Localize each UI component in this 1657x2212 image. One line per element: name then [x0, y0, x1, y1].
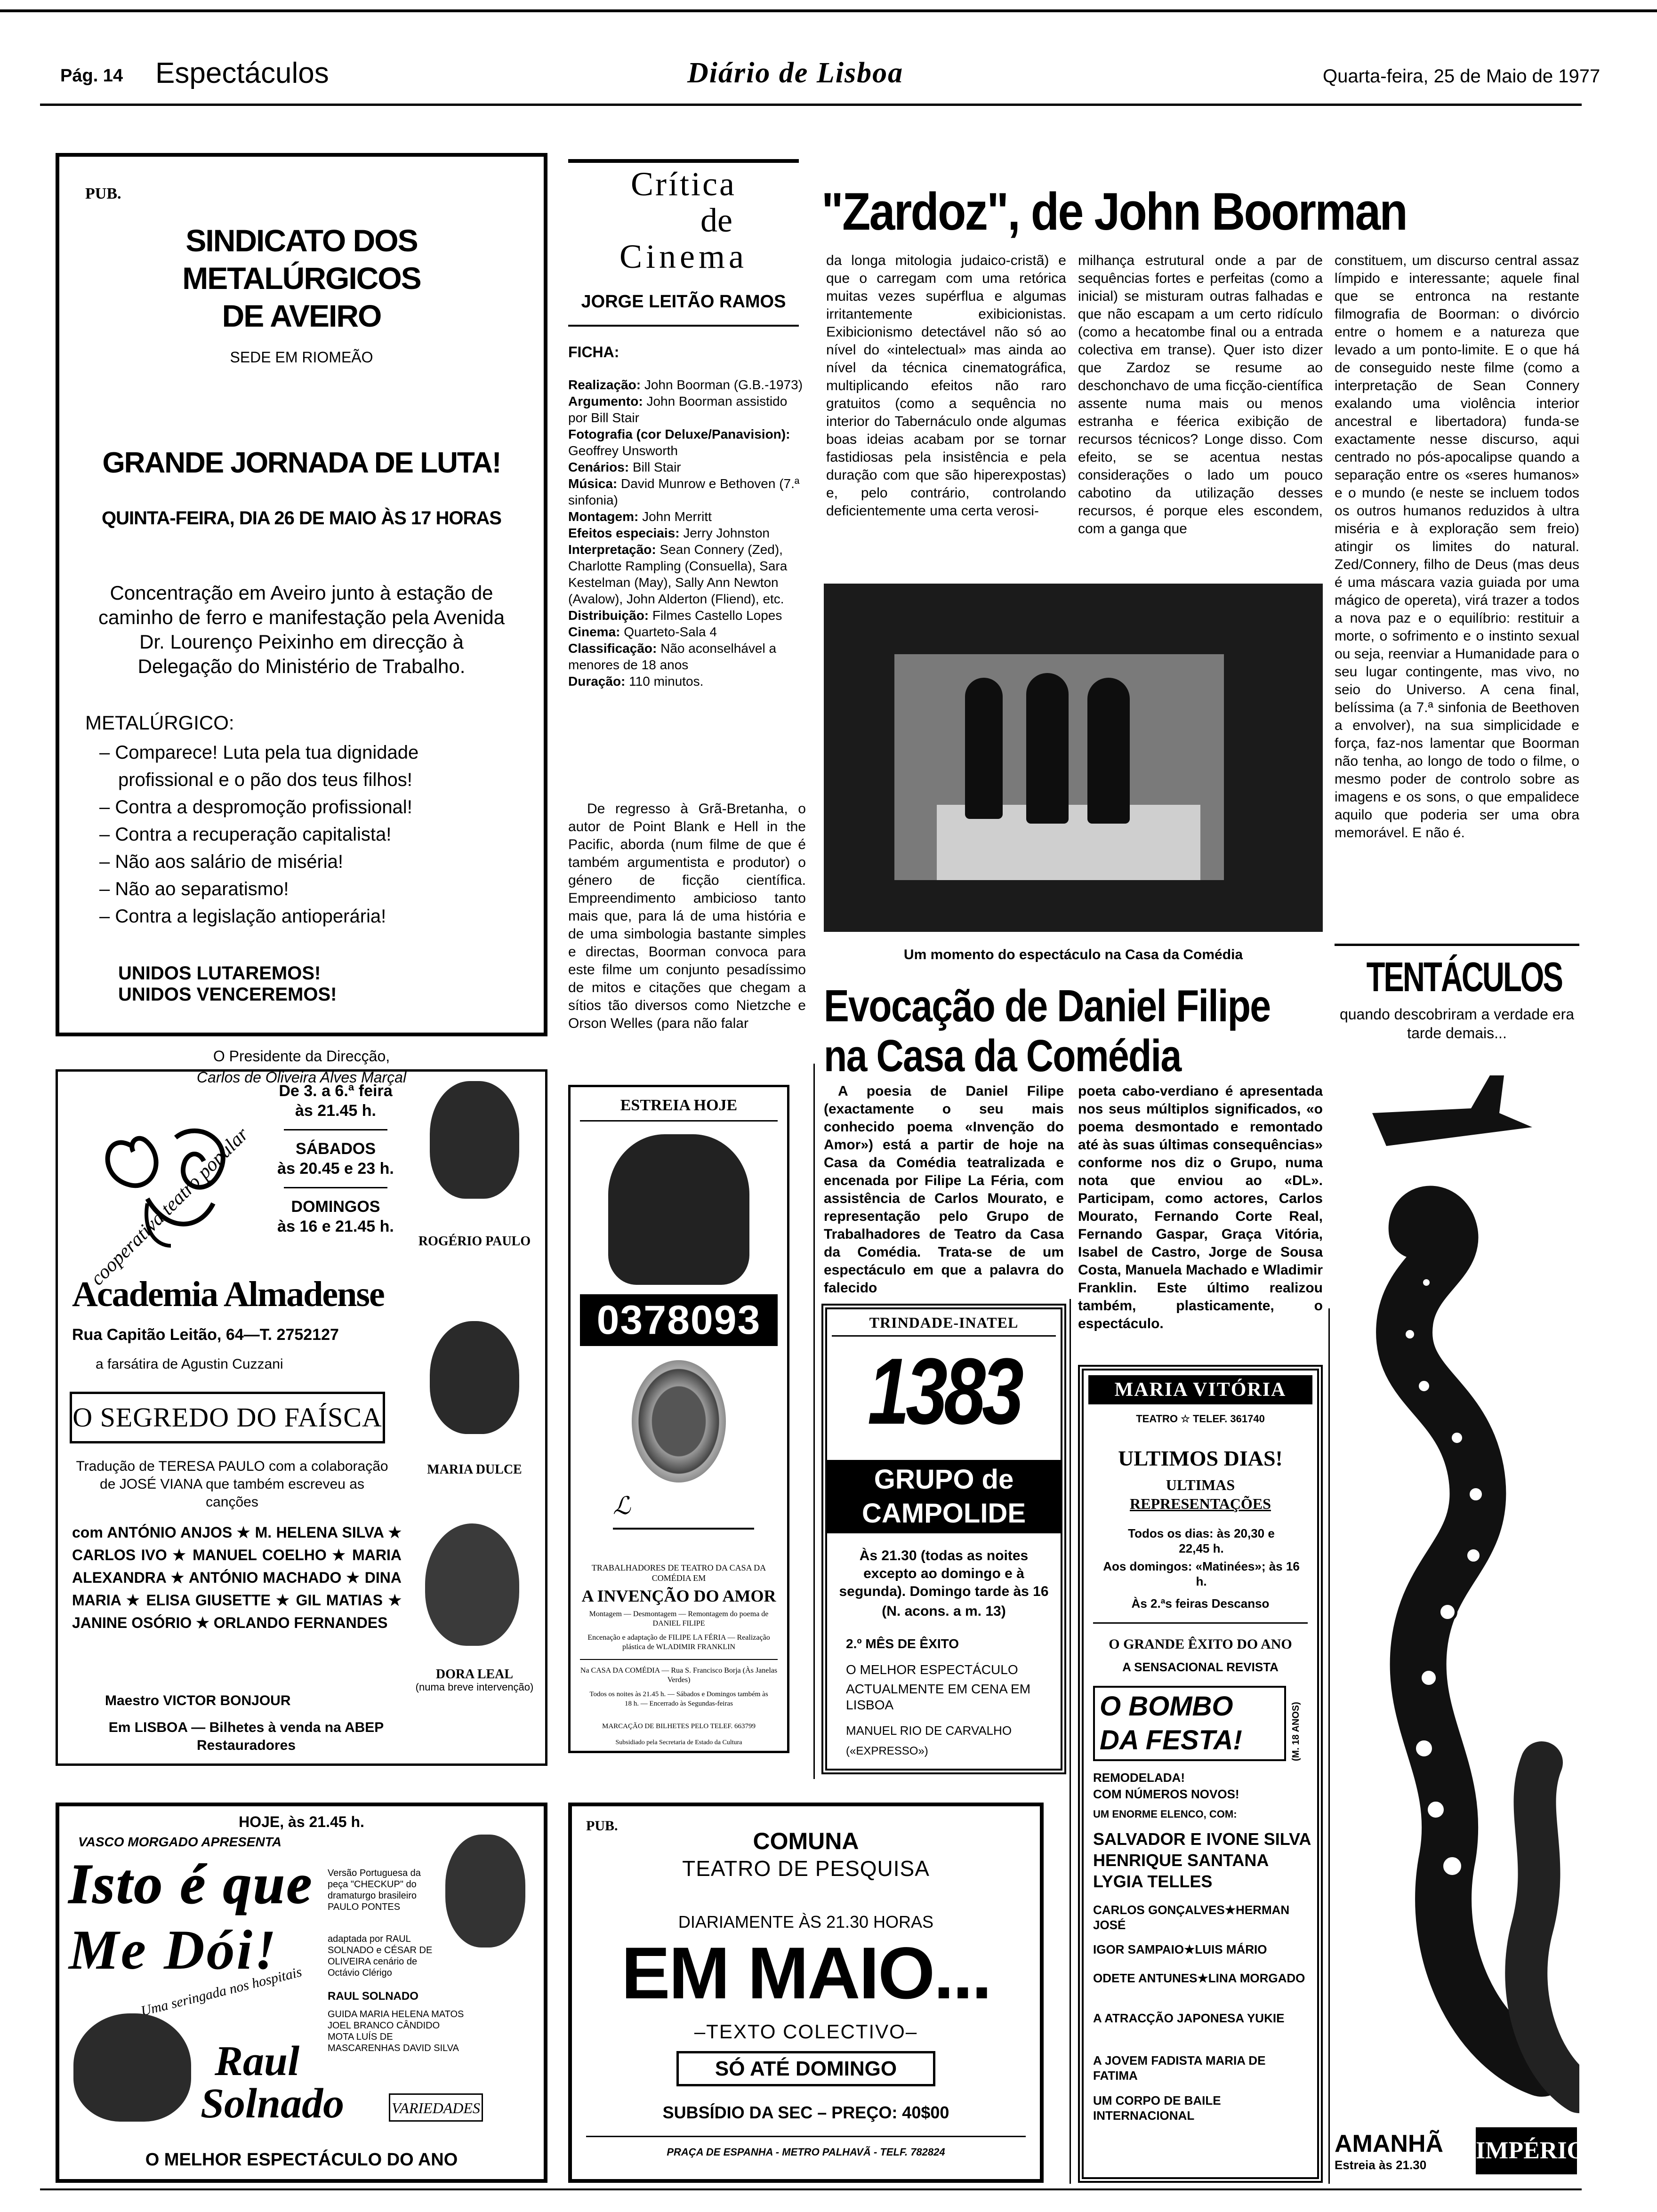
author-line: a farsátira de Agustin Cuzzani	[96, 1356, 283, 1372]
ad-date: QUINTA-FEIRA, DIA 26 DE MAIO ÀS 17 HORAS	[102, 508, 501, 529]
adaptation-note: adaptada por RAUL SOLNADO e CÉSAR DE OLIVEIRA cenário de Octávio Clérigo	[328, 1934, 433, 1978]
section-rule	[1328, 1308, 1330, 2184]
cast-line: SALVADOR E IVONE SILVA	[1093, 1829, 1311, 1849]
star-name: RAUL SOLNADO	[328, 1990, 418, 2003]
page-number: Pág. 14	[60, 66, 123, 86]
octopus-illustration	[1335, 1057, 1579, 2139]
trindade-ad	[821, 1304, 1066, 1774]
show-subtitle: –TEXTO COLECTIVO–	[694, 2020, 918, 2043]
show-time: HOJE, às 21.45 h.	[239, 1813, 364, 1830]
play-title: 1383	[868, 1339, 1020, 1444]
credit-value: David Munrow e Bethoven (7.ª sinfonia)	[568, 476, 800, 507]
review-headline: "Zardoz", de John Boorman	[821, 182, 1407, 241]
newspaper: («EXPRESSO»)	[846, 1745, 928, 1757]
credit-key: Cenários:	[568, 460, 629, 474]
invencao-do-amor-ad	[568, 1085, 789, 1753]
credit-line	[568, 673, 806, 689]
success-line: O GRANDE ÊXITO DO ANO	[1109, 1636, 1292, 1652]
union-seat: SEDE EM RIOMEÃO	[230, 349, 373, 366]
pub-label: PUB.	[85, 185, 121, 202]
slogan: UNIDOS VENCEREMOS!	[118, 984, 337, 1005]
film-credits	[568, 377, 806, 689]
cast-line: UM CORPO DE BAILE INTERNACIONAL	[1093, 2093, 1221, 2123]
premiere-label: ESTREIA HOJE	[620, 1097, 738, 1114]
ad-headline: GRANDE JORNADA DE LUTA!	[102, 447, 501, 479]
column-rule	[813, 1064, 815, 1779]
credit-line	[568, 541, 806, 607]
cast-line: LYGIA TELLES	[1093, 1872, 1213, 1891]
credit-value: Quarteto-Sala 4	[624, 625, 717, 639]
venue-name: Academia Almadense	[72, 1274, 384, 1314]
ad-call: METALÚRGICO:	[85, 712, 234, 734]
credit-value: Filmes Castello Lopes	[652, 608, 782, 623]
version-note: Versão Portuguesa da peça "CHECKUP" do dramaturgo brasileiro PAULO PONTES	[328, 1868, 421, 1912]
schedule-sunday-time: às 16 e 21.45 h.	[277, 1218, 394, 1235]
venue: Na CASA DA COMÉDIA — Rua S. Francisco Borja (Às Janelas Verdes)	[580, 1667, 778, 1684]
star-logo-2: Solnado	[201, 2080, 345, 2127]
issue-date: Quarta-feira, 25 de Maio de 1977	[1323, 66, 1601, 87]
actor-name: ROGÉRIO PAULO	[418, 1234, 531, 1249]
credit-value: Sean Connery (Zed), Charlotte Rampling (Consuella), Sara Kestelman (May), Sally Ann Newton (Avalow), John Alderton (Fliend), etc.	[568, 542, 788, 606]
review-intro: De regresso à Grã-Bretanha, o autor de Point Blank e Hell in the Pacific, aborda (num filme de que é também argumentista e produtor) o género de ficção científica. Empreendimento ambicioso tanto mais que, para lá de uma história e de uma simbologia bastante simples e directas, Boorman convoca para este filme um conjunto pesadíssimo de mitos e citações que chegam a sítios tão diversos como Nietzche e Orson Welles (para não falar	[568, 801, 806, 1031]
revue-line: A SENSACIONAL REVISTA	[1122, 1660, 1279, 1674]
credit-key: Distribuição:	[568, 608, 649, 623]
section-rule	[1070, 1299, 1071, 2184]
demand-item: – Não aos salário de miséria!	[99, 851, 344, 872]
credits-line: Encenação e adaptação de FILIPE LA FÉRIA — Realização plástica de WLADIMIR FRANKLIN	[587, 1634, 770, 1651]
maria-vitoria-ad	[1078, 1365, 1323, 2183]
film-still-photo	[824, 584, 1323, 932]
credit-key: Classificação:	[568, 641, 657, 656]
actor-note: (numa breve intervenção)	[415, 1681, 534, 1693]
ficha-label: FICHA:	[568, 344, 619, 361]
schedule	[265, 1081, 406, 1236]
credit-key: Efeitos especiais:	[568, 526, 680, 540]
demand-item: – Contra a recuperação capitalista!	[99, 824, 392, 845]
pub-label: PUB.	[586, 1818, 618, 1834]
rating: (N. acons. a m. 13)	[882, 1603, 1006, 1619]
schedule-saturday: SÁBADOS	[295, 1140, 376, 1158]
venue-address: Rua Capitão Leitão, 64—T. 2752127	[72, 1326, 339, 1344]
maestro: Maestro VICTOR BONJOUR	[105, 1693, 291, 1708]
evocacao-column-2: poeta cabo-verdiano é apresentada nos seus múltiplos significados, «o poema desmontado e remontado até às suas últimas consequências» conforme nos diz o Grupo, numa nota que enviou ao «DL». Participam, como actores, Carlos Mourato, Fernando Corte Real, Fernando Gaspar, Graça Vitória, Isabel de Castro, Jorge de Sousa Costa, Manuela Machado e Wladimir Franklin. Este último realizou também, plasticamente, o espectáculo.	[1078, 1083, 1323, 1331]
film-tagline: quando descobriram a verdade era tarde demais...	[1339, 1006, 1575, 1042]
tentaculos-ad	[1335, 944, 1586, 2183]
cinema-name: IMPÉRIO	[1476, 2127, 1577, 2174]
credit-key: Montagem:	[568, 509, 639, 524]
last-shows-2: REPRESENTAÇÕES	[1130, 1495, 1271, 1512]
actor-name: DORA LEAL	[435, 1667, 514, 1682]
theatre-name: MARIA VITÓRIA	[1088, 1375, 1312, 1404]
group-name	[827, 1460, 1061, 1533]
cast-list: com ANTÓNIO ANJOS ★ M. HELENA SILVA ★ CARLOS IVO ★ MANUEL COELHO ★ MARIA ALEXANDRA ★ ANTÓNIO MACHADO ★ DINA MARIA ★ ELISA GIUSETTE ★ GIL MATIAS ★ JANINE OSÓRIO ★ ORLANDO FERNANDES	[72, 1524, 402, 1631]
credit-line	[568, 640, 806, 673]
run-length: 2.º MÊS DE ÊXITO	[846, 1636, 959, 1651]
address: PRAÇA DE ESPANHA - METRO PALHAVÃ - TELF. 782824	[667, 2146, 945, 2158]
cast-list: GUIDA MARIA HELENA MATOS JOEL BRANCO CÂNDIDO MOTA LUÍS DE MASCARENHAS DAVID SILVA	[328, 2009, 464, 2053]
kicker-line: Crítica	[631, 165, 736, 203]
credit-key: Realização:	[568, 377, 641, 392]
credits-line: Montagem — Desmontagem — Remontagem do poema de DANIEL FILIPE	[589, 1610, 769, 1627]
union-name: SINDICATO DOS METALÚRGICOS	[182, 223, 421, 296]
headline-line: Evocação de Daniel Filipe	[824, 981, 1271, 1031]
age-rating: (M. 18 ANOS)	[1291, 1702, 1301, 1761]
critica-kicker	[568, 165, 799, 276]
remodel-note: REMODELADA!	[1093, 1771, 1185, 1785]
byline-rule	[568, 325, 799, 327]
show-title: EM MAIO...	[621, 1932, 991, 2014]
credit-line	[568, 508, 806, 525]
comedian-portrait	[73, 2013, 191, 2122]
page-header	[0, 0, 1657, 141]
credit-line	[568, 525, 806, 541]
last-days: ULTIMOS DIAS!	[1118, 1446, 1283, 1470]
slogan: UNIDOS LUTAREMOS!	[118, 963, 321, 984]
review-column-1: da longa mitologia judaico-cristã) e que o carregam com uma retórica muitas vezes supérflua e algumas irritantemente exibicionistas. Exibicionismo detectável não só ao nível do «intelectual» mas ainda ao nível da técnica cinematográfica, multiplicando efeitos não raro gratuitos (como a sequência no interior do Tabernáculo onde algumas boas ideias acabam por se tornar fastidiosas pela insistência e pela duração com que são hiperexpostas) e, pelo contrário, controlando deficientemente uma certa verosi-	[826, 253, 1066, 519]
subsidy: Subsidiado pela Secretaria de Estado da Cultura	[615, 1739, 742, 1746]
almadense-ad	[56, 1069, 547, 1766]
star-logo: Raul	[215, 2038, 300, 2084]
film-title: TENTÁCULOS	[1366, 954, 1562, 1000]
schedule-sunday: DOMINGOS	[291, 1198, 380, 1216]
show-title: O BOMBO DA FESTA!	[1093, 1686, 1286, 1761]
schedule: DIARIAMENTE ÀS 21.30 HORAS	[678, 1912, 934, 1931]
credit-key: Fotografia (cor Deluxe/Panavision):	[568, 427, 790, 441]
photo-caption: Um momento do espectáculo na Casa da Comédia	[903, 947, 1243, 962]
cast-line: HENRIQUE SANTANA	[1093, 1851, 1269, 1870]
review-quote: ACTUALMENTE EM CENA EM LISBOA	[846, 1682, 1031, 1712]
ad-body: Concentração em Aveiro junto à estação de caminho de ferro e manifestação pela Avenida Dr. Lourenço Peixinho em direcção à Delegação do Ministério de Trabalho.	[98, 582, 505, 677]
credit-line	[568, 624, 806, 640]
theatre-name: TRINDADE-INATEL	[869, 1314, 1019, 1331]
showtimes: Às 21.30 (todas as noites excepto ao domingo e à segunda). Domingo tarde às 16	[839, 1548, 1049, 1599]
critic-byline: JORGE LEITÃO RAMOS	[581, 292, 786, 312]
header-rule	[40, 104, 1582, 106]
review-quote: O MELHOR ESPECTÁCULO	[846, 1662, 1018, 1677]
kicker-line: de	[700, 201, 732, 239]
credit-line	[568, 426, 806, 459]
credit-line	[568, 607, 806, 624]
show-title-2: Me Dói!	[69, 1918, 278, 1981]
group-line: GRUPO de	[874, 1464, 1014, 1495]
translation-credit: Tradução de TERESA PAULO com a colaboração de JOSÉ VIANA que também escreveu as canções	[76, 1459, 388, 1510]
credit-value: Não aconselhável a menores de 18 anos	[568, 641, 777, 672]
performer-photo	[608, 1134, 749, 1285]
presenter: VASCO MORGADO APRESENTA	[78, 1835, 282, 1849]
critica-top-rule	[568, 159, 799, 163]
credit-value: John Boorman assistido por Bill Stair	[568, 394, 788, 425]
fingerprint-image	[632, 1360, 726, 1483]
tickets: Em LISBOA — Bilhetes à venda na ABEP Restauradores	[108, 1720, 384, 1753]
closed-day: Às 2.ªs feiras Descanso	[1131, 1596, 1270, 1611]
company-sub: TEATRO DE PESQUISA	[682, 1856, 930, 1881]
demand-item: – Contra a despromoção profissional!	[99, 797, 412, 817]
credit-key: Música:	[568, 476, 618, 491]
logo-caption: cooperativa teatro popular	[86, 1123, 253, 1290]
last-shows: ULTIMAS	[1166, 1476, 1235, 1493]
critic-name: MANUEL RIO DE CARVALHO	[846, 1723, 1012, 1738]
kicker-line: Cinema	[619, 238, 748, 275]
cast-intro: UM ENORME ELENCO, COM:	[1093, 1808, 1237, 1820]
section-title: Espectáculos	[155, 57, 329, 89]
company-name: COMUNA	[753, 1828, 859, 1854]
credit-key: Cinema:	[568, 625, 620, 639]
union-name-2: DE AVEIRO	[222, 298, 381, 333]
play-title: A INVENÇÃO DO AMOR	[581, 1587, 776, 1605]
schedule-weekdays: De 3. a 6.ª feira	[279, 1082, 393, 1100]
headline-line: na Casa da Comédia	[824, 1031, 1181, 1081]
credit-key: Duração:	[568, 674, 626, 689]
credit-line	[568, 475, 806, 508]
prisoner-number: 0378093	[580, 1294, 778, 1346]
play-title: O SEGREDO DO FAÍSCA	[70, 1392, 385, 1443]
cooperative-logo	[77, 1090, 274, 1288]
showtimes: Todos os noites às 21.45 h. — Sábados e Domingos também às 18 h. — Encerrado às Segundas-feiras	[589, 1691, 768, 1707]
price: SUBSÍDIO DA SEC – PREÇO: 40$00	[662, 2103, 949, 2122]
review-column-3: constituem, um discurso central assaz límpido e interessante; aquele final que se entronca na restante filmografia de Boorman: o divórcio entre o homem e a natureza que levado a um ponto-limite. E o que há de conseguido neste filme (como a interpretação de Sean Connery exalando uma violência interior ancestral e libertadora) funda-se exactamente nesse discurso, aqui centrado no pós-apocalipse quando a separação entre os «seres humanos» e o mundo (e neste se incluem todos os outros humanos reduzidos à ultra miséria e à exploração sem freio) atingir os limites do natural. Zed/Connery, filho de Deus (mas deus é uma máscara vazia guiada por uma mágico de opereta), virá trazer a todos a nova paz e o equilíbrio: restituir a morte, o sofrimento e o instinto sexual ou seja, reenviar a Humanidade para o seu lugar contingente, mas vivo, no seio do Universo. A cena final, belíssima (a 7.ª sinfonia de Beethoven a envolver), na sua simplicidade e força, faz-nos lamentar que Boorman não tenha, ao longo de todo o filme, o mesmo poder de controlo sobre as imagens e os sons, o que empalidece aquilo que poderia ser uma obra memorável. E não é.	[1335, 253, 1579, 841]
isto-e-que-me-doi-ad	[56, 1803, 547, 2183]
demands-list	[85, 739, 518, 930]
schedule-saturday-time: às 20.45 e 23 h.	[277, 1160, 394, 1178]
ad-footer: O MELHOR ESPECTÁCULO DO ANO	[145, 2150, 458, 2170]
theatre-phone: TEATRO ☆ TELEF. 361740	[1136, 1413, 1265, 1425]
credit-value: Jerry Johnston	[683, 526, 770, 540]
signoff: O Presidente da Direcção,	[213, 1048, 390, 1065]
tickets: MARCAÇÃO DE BILHETES PELO TELEF. 663799	[602, 1723, 756, 1730]
credit-value: Geoffrey Unsworth	[568, 443, 678, 458]
schedule-weekdays-time: às 21.45 h.	[295, 1102, 376, 1120]
tagline: Uma seringada nos hospitais	[139, 1964, 304, 2020]
sindicato-ad	[56, 153, 547, 1086]
release-time: Estreia às 21.30	[1335, 2158, 1427, 2172]
credit-key: Argumento:	[568, 394, 643, 409]
demand-item: – Comparece! Luta pela tua dignidade profissional e o pão dos teus filhos!	[99, 742, 419, 790]
credit-value: 110 minutos.	[629, 674, 704, 689]
evocacao-column-1: A poesia de Daniel Filipe (exactamente o seu mais conhecido poema «Invenção do Amor») está a partir de hoje na Casa da Comédia teatralizada e encenada por Filipe La Féria, com assistência de Carlos Mourato, e representação pelo Grupo de Trabalhadores de Teatro da Casa da Comédia. Trata-se de um espectáculo em que a palavra do falecido	[824, 1083, 1064, 1296]
signature: ℒ	[613, 1492, 754, 1530]
actor-photo	[430, 1321, 519, 1434]
cast-line: IGOR SAMPAIO★LUIS MÁRIO	[1093, 1942, 1267, 1956]
signer: Carlos de Oliveira Alves Marçal	[196, 1069, 407, 1086]
star-portrait	[445, 1835, 525, 1948]
actor-photo	[430, 1081, 519, 1199]
review-column-2: milhança estrutural onde a par de sequências fortes e perfeitas (como a inicial) se misturam outras falhadas e que não escapam a um certo ridículo (como a hecatombe final ou a entrada colectiva em transe). Quer isto dizer que Zardoz se resume ao deschonchavo de uma ficção-científica assente numa mais ou menos estranha e féerica exibição de recursos técnicos? Longe disso. Com efeito, se se acentua nestas considerações o lado um pouco cabotino da utilização desses recursos, é porque eles escondem, com a ganga que	[1078, 253, 1323, 537]
credit-value: John Merritt	[642, 509, 712, 524]
credit-line	[568, 459, 806, 475]
credit-value: John Boorman (G.B.-1973)	[644, 377, 803, 392]
credit-line	[568, 393, 806, 426]
bottom-rule	[40, 2188, 1582, 2190]
cast-line: A JOVEM FADISTA MARIA DE FATIMA	[1093, 2053, 1266, 2083]
comuna-ad	[568, 1803, 1044, 2183]
run-notice: SÓ ATÉ DOMINGO	[676, 2051, 935, 2086]
release-day: AMANHÃ	[1335, 2130, 1444, 2157]
top-rule	[0, 9, 1657, 12]
theatre-name: VARIEDADES	[389, 2093, 483, 2122]
group-line: CAMPOLIDE	[862, 1498, 1026, 1529]
showtimes-sunday: Aos domingos: «Matinées»; às 16 h.	[1103, 1559, 1300, 1588]
demand-item: – Contra a legislação antioperária!	[99, 906, 386, 927]
credit-value: Bill Stair	[632, 460, 681, 474]
evocacao-headline	[824, 981, 1271, 1081]
show-title: Isto é que	[69, 1852, 314, 1915]
showtimes: Todos os dias: às 20,30 e 22,45 h.	[1128, 1526, 1275, 1555]
cast-line: A ATRACÇÃO JAPONESA YUKIE	[1093, 2011, 1285, 2025]
credit-line	[568, 377, 806, 393]
demand-item: – Não ao separatismo!	[99, 879, 289, 899]
credit-key: Interpretação:	[568, 542, 656, 557]
cast-line: CARLOS GONÇALVES★HERMAN JOSÉ	[1093, 1903, 1290, 1932]
actor-photo	[425, 1523, 519, 1646]
masthead: Diário de Lisboa	[687, 57, 904, 89]
cast-line: ODETE ANTUNES★LINA MORGADO	[1093, 1971, 1305, 1985]
remodel-note-2: COM NÚMEROS NOVOS!	[1093, 1787, 1239, 1801]
credits-line: TRABALHADORES DE TEATRO DA CASA DA COMÉDIA EM	[591, 1563, 766, 1583]
actor-name: MARIA DULCE	[427, 1462, 522, 1477]
